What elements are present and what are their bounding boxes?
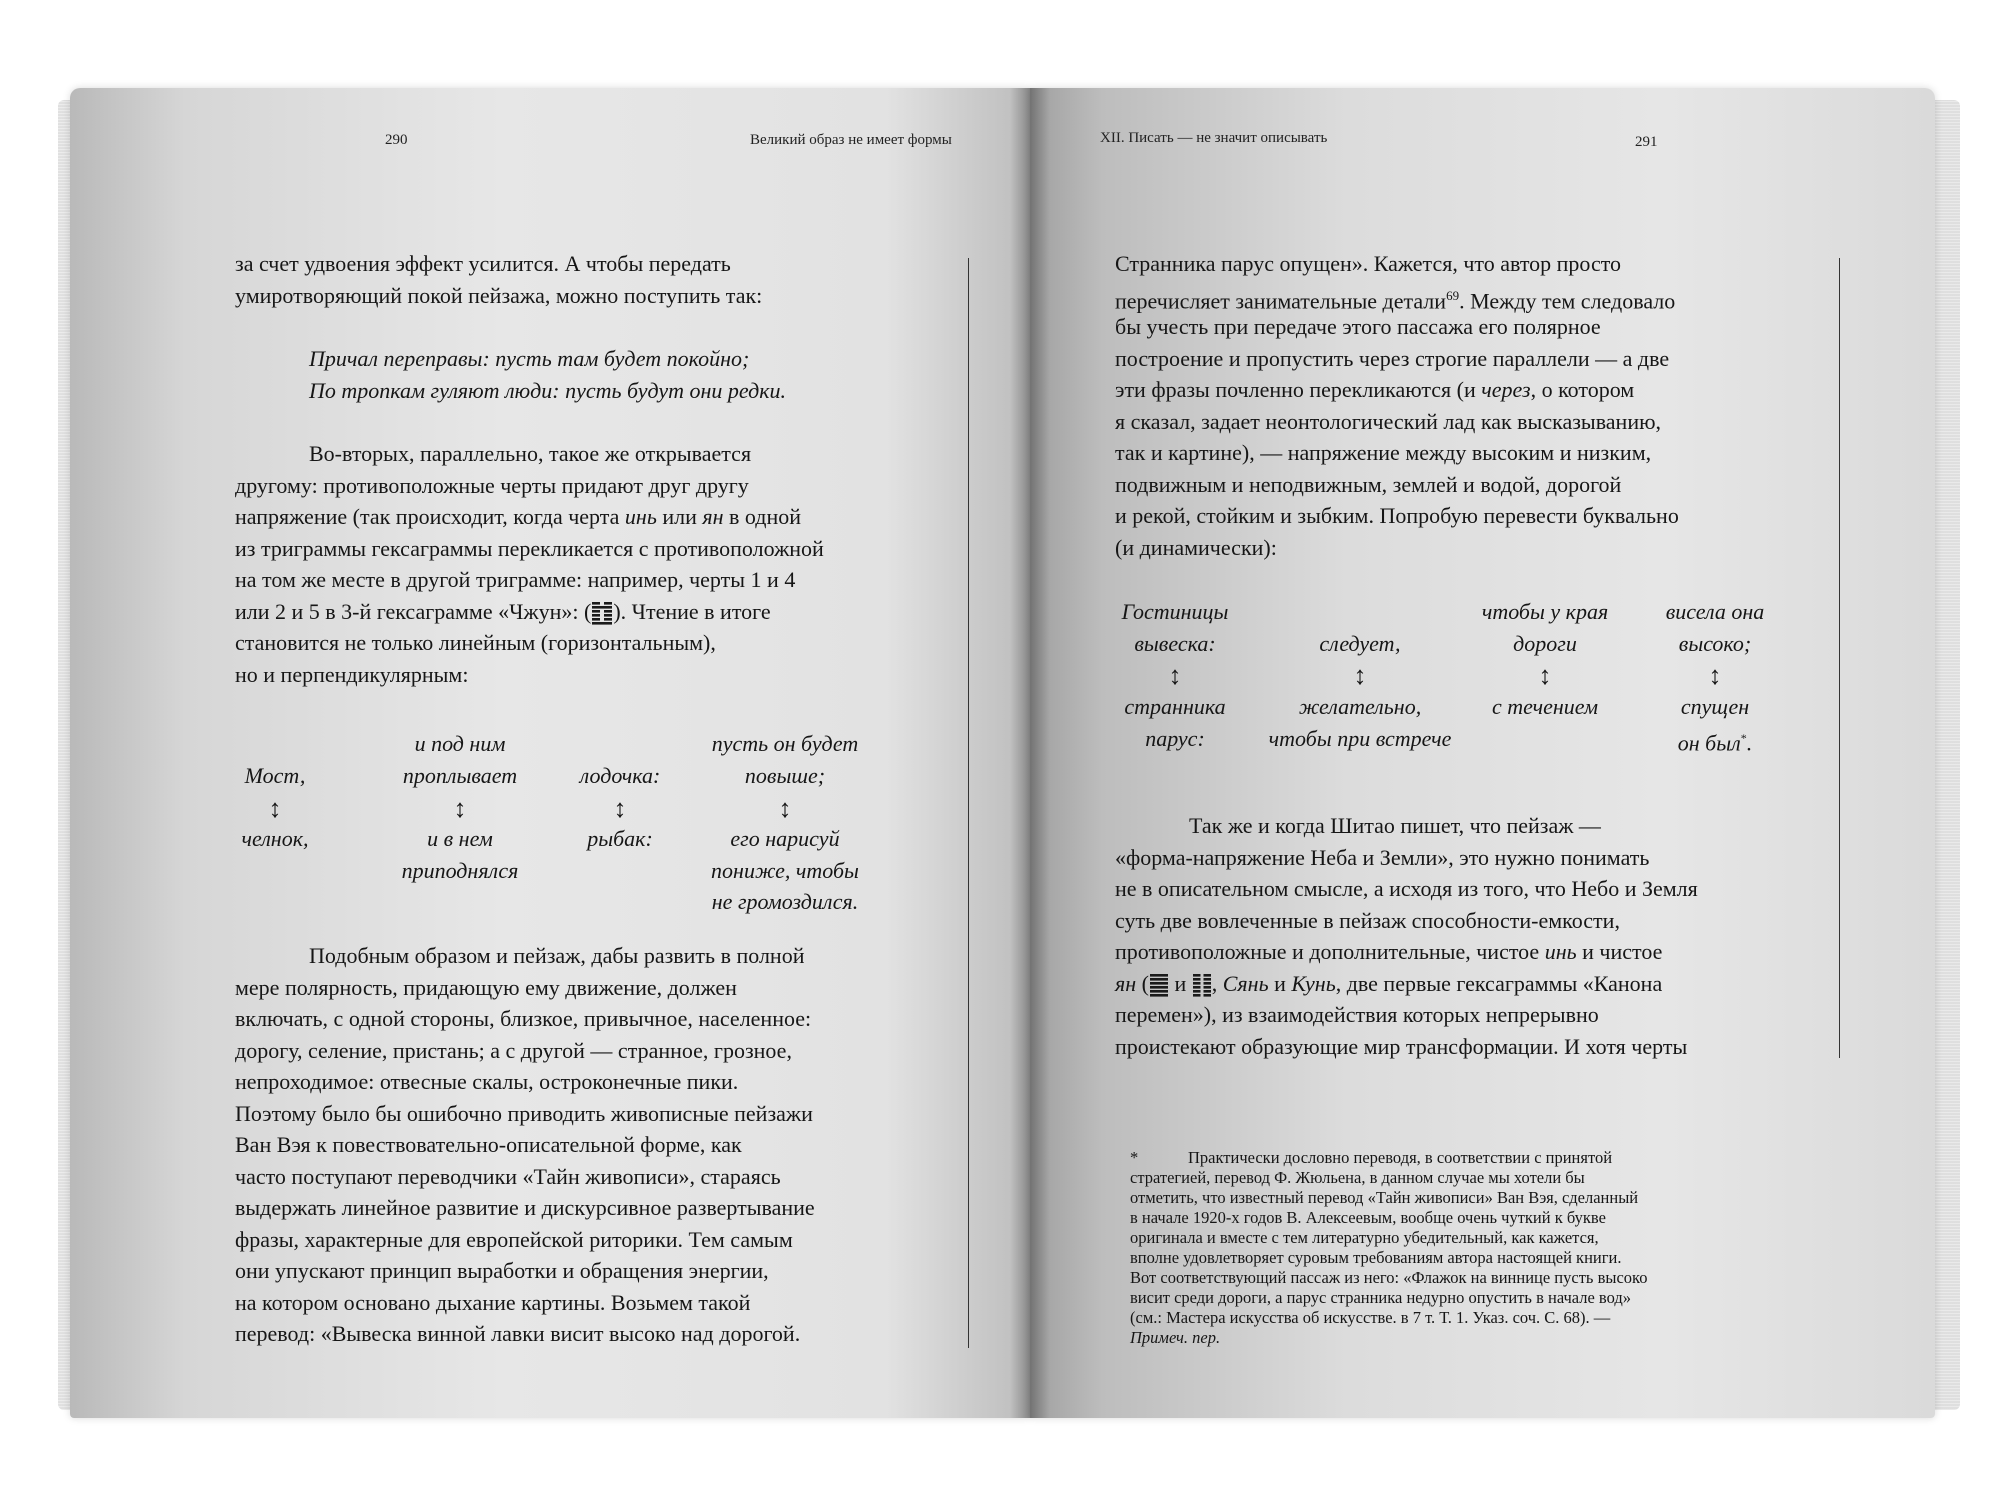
term-yin: инь: [624, 504, 657, 529]
text-line: перевод: «Вывеска винной лавки висит высоко над дорогой.: [235, 1321, 801, 1346]
verse-quote: [309, 343, 786, 406]
text-line: они упускают принцип выработки и обращения энергии,: [235, 1258, 769, 1283]
text-span: в одной: [723, 504, 802, 529]
text-line: построение и пропустить через строгие параллели — а две: [1115, 345, 1670, 371]
cell-line: пониже, чтобы: [711, 857, 859, 883]
text-line: на том же месте в другой триграмме: например, черты 1 и 4: [235, 567, 796, 592]
text-span: .: [1746, 729, 1753, 755]
table-cell: [690, 728, 880, 791]
table-cell: челнок,: [241, 826, 309, 851]
text-line: проистекают образующие мир трансформации. И хотя черты: [1115, 1033, 1688, 1059]
hexagram-kun-icon: [1192, 973, 1212, 997]
text-span: (: [1136, 970, 1149, 996]
table-cell: [1640, 691, 1790, 758]
cell-line: висела она: [1665, 599, 1765, 624]
cell-line: повыше;: [744, 762, 826, 788]
text-line: [235, 596, 824, 628]
text-span: перечисляет занимательные детали: [1115, 287, 1447, 313]
text-line: Во-вторых, параллельно, такое же открывается: [309, 441, 752, 466]
text-span: и: [1268, 970, 1292, 996]
term-yang: ян: [1115, 970, 1137, 996]
cell-line: проплывает: [402, 762, 518, 788]
text-line: непроходимое: отвесные скалы, остроконечные пики.: [235, 1069, 739, 1094]
vertical-arrow-icon: ↕: [1708, 661, 1722, 690]
cell-line: пусть он будет: [711, 731, 859, 756]
table-cell: следует,: [1319, 631, 1401, 656]
cell-line: высоко;: [1678, 630, 1752, 656]
running-title: Великий образ не имеет формы: [750, 132, 952, 148]
text-line: [1115, 374, 1679, 406]
text-span: или: [656, 504, 703, 529]
running-title: XII. Писать — не значит описывать: [1100, 130, 1328, 146]
margin-rule: [1839, 258, 1840, 1058]
text-line: я сказал, задает неонтологический лад как высказыванию,: [1115, 408, 1662, 434]
left-page: [70, 88, 1030, 1418]
text-line: перемен»), из взаимодействия которых непрерывно: [1115, 1002, 1599, 1027]
cell-line: не громоздился.: [711, 889, 859, 914]
text-span: . Между тем следовало: [1459, 287, 1676, 313]
footnote-line: висит среди дороги, а парус странника недурно опустить в начале вод»: [1130, 1288, 1632, 1307]
page-number: 290: [385, 132, 408, 148]
text-line: умиротворяющий покой пейзажа, можно поступить так:: [235, 282, 763, 308]
text-span: и: [1168, 970, 1192, 996]
text-line: [1115, 968, 1698, 1000]
vertical-arrow-icon: ↕: [1168, 661, 1182, 690]
text-span: или 2 и 5 в 3-й гексаграмме «Чжун»: (: [235, 598, 592, 624]
text-span: , две первые гексаграммы «Канона: [1335, 970, 1663, 996]
term-yang: ян: [702, 504, 724, 529]
text-span: напряжение (так происходит, когда черта: [235, 504, 625, 529]
footnote-line: вполне удовлетворяет суровым требованиям автора настоящей книги.: [1130, 1248, 1622, 1267]
text-line: за счет удвоения эффект усилится. А чтобы передать: [235, 251, 731, 276]
cell-line: вывеска:: [1134, 630, 1216, 656]
cell-line: его нарисуй: [730, 826, 840, 851]
hexagram-zhun-icon: [591, 601, 613, 625]
text-span: ,: [1211, 970, 1223, 996]
footnote-mark: *: [1130, 1148, 1139, 1167]
text-line: [235, 501, 824, 533]
cell-line: странника: [1124, 694, 1226, 719]
cell-line: спущен: [1680, 694, 1750, 719]
text-line: Поэтому было бы ошибочно приводить живописные пейзажи: [235, 1100, 813, 1126]
footnote-line: оригинала и вместе с тем литературно убедительный, как кажется,: [1130, 1228, 1599, 1247]
text-span: противоположные и дополнительные, чистое: [1115, 939, 1545, 964]
footnote-line: отметить, что известный перевод «Тайн живописи» Ван Вэя, сделанный: [1130, 1188, 1639, 1207]
text-line: выдержать линейное развитие и дискурсивное развертывание: [235, 1195, 815, 1220]
cell-line: и в нем: [427, 826, 493, 851]
text-span: ). Чтение в итоге: [613, 598, 771, 624]
text-line: Странника парус опущен». Кажется, что автор просто: [1115, 251, 1622, 276]
text-line: «форма-напряжение Неба и Земли», это нужно понимать: [1115, 844, 1650, 870]
text-line: другому: противоположные черты придают друг другу: [235, 472, 749, 498]
text-line: Подобным образом и пейзаж, дабы развить в полной: [309, 943, 805, 968]
footnote: [1130, 1148, 1647, 1348]
text-line: [1115, 280, 1679, 312]
text-span: и чистое: [1576, 939, 1663, 964]
cell-line: дороги: [1513, 630, 1577, 656]
table-cell: рыбак:: [587, 826, 653, 851]
table-cell: с течением: [1491, 694, 1599, 719]
cell-line: чтобы при встрече: [1268, 725, 1452, 751]
cell-line: [1640, 723, 1790, 759]
page-number: 291: [1635, 134, 1658, 150]
text-line: бы учесть при передаче этого пассажа его полярное: [1115, 314, 1601, 339]
paragraph: [235, 248, 762, 311]
text-line: фразы, характерные для европейской риторики. Тем самым: [235, 1226, 793, 1252]
table-cell: [380, 728, 540, 791]
cell-line: приподнялся: [401, 857, 519, 883]
table-cell: [1105, 691, 1245, 754]
text-line: включать, с одной стороны, близкое, привычное, населенное:: [235, 1006, 812, 1031]
vertical-arrow-icon: ↕: [613, 794, 627, 823]
right-page: [1030, 88, 1935, 1418]
footnote-line: в начале 1920-х годов В. Алексеевым, вообще очень чуткий к букве: [1130, 1208, 1606, 1227]
vertical-arrow-icon: ↕: [453, 794, 467, 823]
vertical-arrow-icon: ↕: [1353, 661, 1367, 690]
term-yin: инь: [1544, 939, 1577, 964]
table-cell: [1105, 596, 1245, 659]
term-xian: Сянь: [1222, 970, 1269, 996]
paragraph: [1115, 248, 1679, 563]
footnote-line: Примеч. пер.: [1130, 1328, 1221, 1347]
term-through: через: [1481, 377, 1531, 402]
vertical-arrow-icon: ↕: [268, 794, 282, 823]
footnote-line: Практически дословно переводя, в соответствии с принятой: [1188, 1148, 1613, 1167]
hexagram-qian-icon: [1149, 973, 1169, 997]
text-line: [1115, 936, 1698, 968]
text-line: но и перпендикулярным:: [235, 661, 469, 687]
cell-line: желательно,: [1298, 694, 1422, 719]
table-cell: [1640, 596, 1790, 659]
footnote-line: (см.: Мастера искусства об искусстве. в 7 т. Т. 1. Указ. соч. С. 68). —: [1130, 1308, 1611, 1327]
margin-rule: [968, 258, 969, 1348]
table-cell: [380, 823, 540, 886]
paragraph: [1115, 810, 1698, 1062]
verse-line: По тропкам гуляют люди: пусть будут они редки.: [309, 377, 787, 403]
footnote-mark: *: [1740, 730, 1747, 745]
text-line: часто поступают переводчики «Тайн живописи», стараясь: [235, 1163, 781, 1189]
vertical-arrow-icon: ↕: [778, 794, 792, 823]
text-span: , о котором: [1530, 377, 1635, 402]
text-line: и рекой, стойким и зыбким. Попробую перевести буквально: [1115, 503, 1679, 528]
table-cell: [690, 823, 880, 918]
cell-line: парус:: [1145, 725, 1205, 751]
footnote-line: Вот соответствующий пассаж из него: «Флажок на виннице пусть высоко: [1130, 1268, 1648, 1287]
text-line: из триграммы гексаграммы перекликается с противоположной: [235, 535, 824, 561]
text-line: суть две вовлеченные в пейзаж способности-емкости,: [1115, 907, 1620, 933]
text-line: дорогу, селение, пристань; а с другой — странное, грозное,: [235, 1037, 792, 1063]
table-cell: лодочка:: [579, 763, 661, 788]
text-line: на котором основано дыхание картины. Возьмем такой: [235, 1289, 751, 1315]
verse-line: Причал переправы: пусть там будет покойно;: [309, 346, 750, 371]
paragraph: [235, 438, 824, 690]
text-line: (и динамически):: [1115, 534, 1277, 560]
cell-line: чтобы у края: [1481, 599, 1609, 624]
paragraph: [235, 940, 815, 1350]
text-span: он был: [1677, 729, 1741, 755]
footnote-line: стратегией, перевод Ф. Жюльена, в данном случае мы хотели бы: [1130, 1168, 1585, 1187]
text-line: мере полярность, придающую ему движение, должен: [235, 974, 737, 1000]
book-gutter: [1010, 88, 1050, 1418]
term-kun: Кунь: [1291, 970, 1336, 996]
footnote-ref: 69: [1446, 287, 1460, 303]
text-span: эти фразы почленно перекликаются (и: [1115, 377, 1482, 402]
vertical-arrow-icon: ↕: [1538, 661, 1552, 690]
text-line: подвижным и неподвижным, землей и водой, дорогой: [1115, 471, 1622, 497]
cell-line: и под ним: [414, 731, 506, 756]
text-line: так и картине), — напряжение между высоким и низким,: [1115, 440, 1652, 465]
text-line: становится не только линейным (горизонтальным),: [235, 630, 716, 655]
text-line: Так же и когда Шитао пишет, что пейзаж —: [1189, 813, 1601, 838]
table-cell: Мост,: [244, 763, 306, 788]
cell-line: Гостиницы: [1121, 599, 1229, 624]
text-line: Ван Вэя к повествовательно-описательной форме, как: [235, 1132, 742, 1157]
text-line: не в описательном смысле, а исходя из того, что Небо и Земля: [1115, 876, 1698, 901]
table-cell: [1255, 691, 1465, 754]
table-cell: [1460, 596, 1630, 659]
